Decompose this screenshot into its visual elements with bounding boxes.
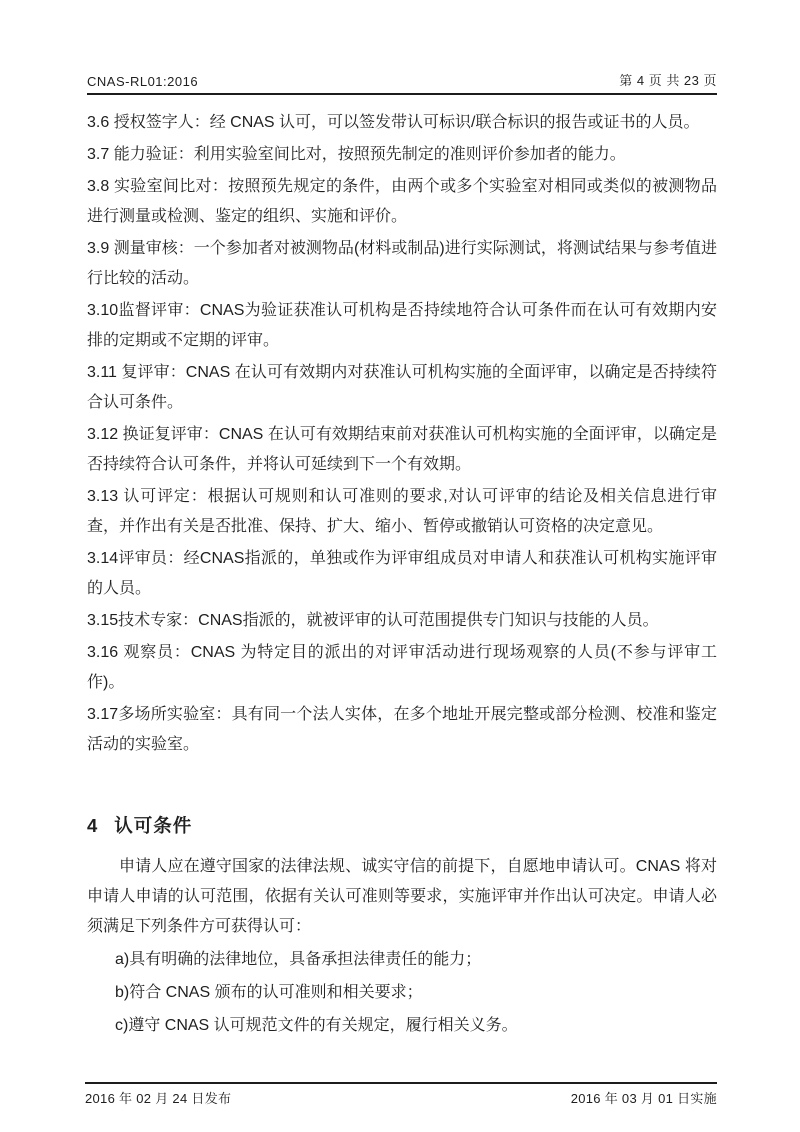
page-number: 第 4 页 共 23 页 (619, 73, 717, 88)
document-code: CNAS-RL01:2016 (87, 74, 199, 89)
definition-3-17: 3.17多场所实验室：具有同一个法人实体，在多个地址开展完整或部分检测、校准和鉴定活动的实验室。 (87, 706, 717, 753)
definition-3-8: 3.8 实验室间比对：按照预先规定的条件，由两个或多个实验室对相同或类似的被测物品进行测量或检测、鉴定的组织、实施和评价。 (87, 178, 717, 225)
condition-item-c: c)遵守 CNAS 认可规范文件的有关规定，履行相关义务。 (115, 1017, 518, 1034)
page-header (87, 70, 717, 95)
release-date: 2016 年 02 月 24 日发布 (85, 1091, 232, 1106)
section-4-intro: 申请人应在遵守国家的法律法规、诚实守信的前提下，自愿地申请认可。CNAS 将对申请人申请的认可范围，依据有关认可准则等要求，实施评审并作出认可决定。申请人必须满足下列条件方可获得认可： (87, 858, 717, 935)
definition-3-14: 3.14评审员：经CNAS指派的，单独或作为评审组成员对申请人和获准认可机构实施评审的人员。 (87, 550, 717, 597)
condition-item-b: b)符合 CNAS 颁布的认可准则和相关要求； (115, 984, 423, 1001)
implementation-date: 2016 年 03 月 01 日实施 (570, 1091, 717, 1106)
definition-3-16: 3.16 观察员：CNAS 为特定目的派出的对评审活动进行现场观察的人员(不参与评审工作)。 (87, 644, 717, 691)
definition-3-9: 3.9 测量审核：一个参加者对被测物品(材料或制品)进行实际测试，将测试结果与参考值进行比较的活动。 (87, 240, 717, 287)
definition-3-13: 3.13 认可评定：根据认可规则和认可准则的要求,对认可评审的结论及相关信息进行审查，并作出有关是否批准、保持、扩大、缩小、暂停或撤销认可资格的决定意见。 (87, 488, 717, 535)
definition-3-15: 3.15技术专家：CNAS指派的，就被评审的认可范围提供专门知识与技能的人员。 (87, 612, 659, 629)
section-4-title: 认可条件 (114, 815, 193, 836)
definition-3-11: 3.11 复评审：CNAS 在认可有效期内对获准认可机构实施的全面评审，以确定是否持续符合认可条件。 (87, 364, 717, 411)
section-4-number: 4 (87, 815, 99, 836)
page-footer (85, 1082, 717, 1107)
definition-3-12: 3.12 换证复评审：CNAS 在认可有效期结束前对获准认可机构实施的全面评审，以确定是否持续符合认可条件，并将认可延续到下一个有效期。 (87, 426, 717, 473)
definition-3-7: 3.7 能力验证：利用实验室间比对，按照预先制定的准则评价参加者的能力。 (87, 146, 626, 163)
document-body (87, 108, 717, 1041)
definition-3-6: 3.6 授权签字人：经 CNAS 认可，可以签发带认可标识/联合标识的报告或证书的人员。 (87, 114, 700, 131)
section-4-heading (87, 812, 717, 838)
condition-item-a: a)具有明确的法律地位，具备承担法律责任的能力； (115, 951, 482, 968)
definition-3-10: 3.10监督评审：CNAS为验证获准认可机构是否持续地符合认可条件而在认可有效期内安排的定期或不定期的评审。 (87, 302, 717, 349)
